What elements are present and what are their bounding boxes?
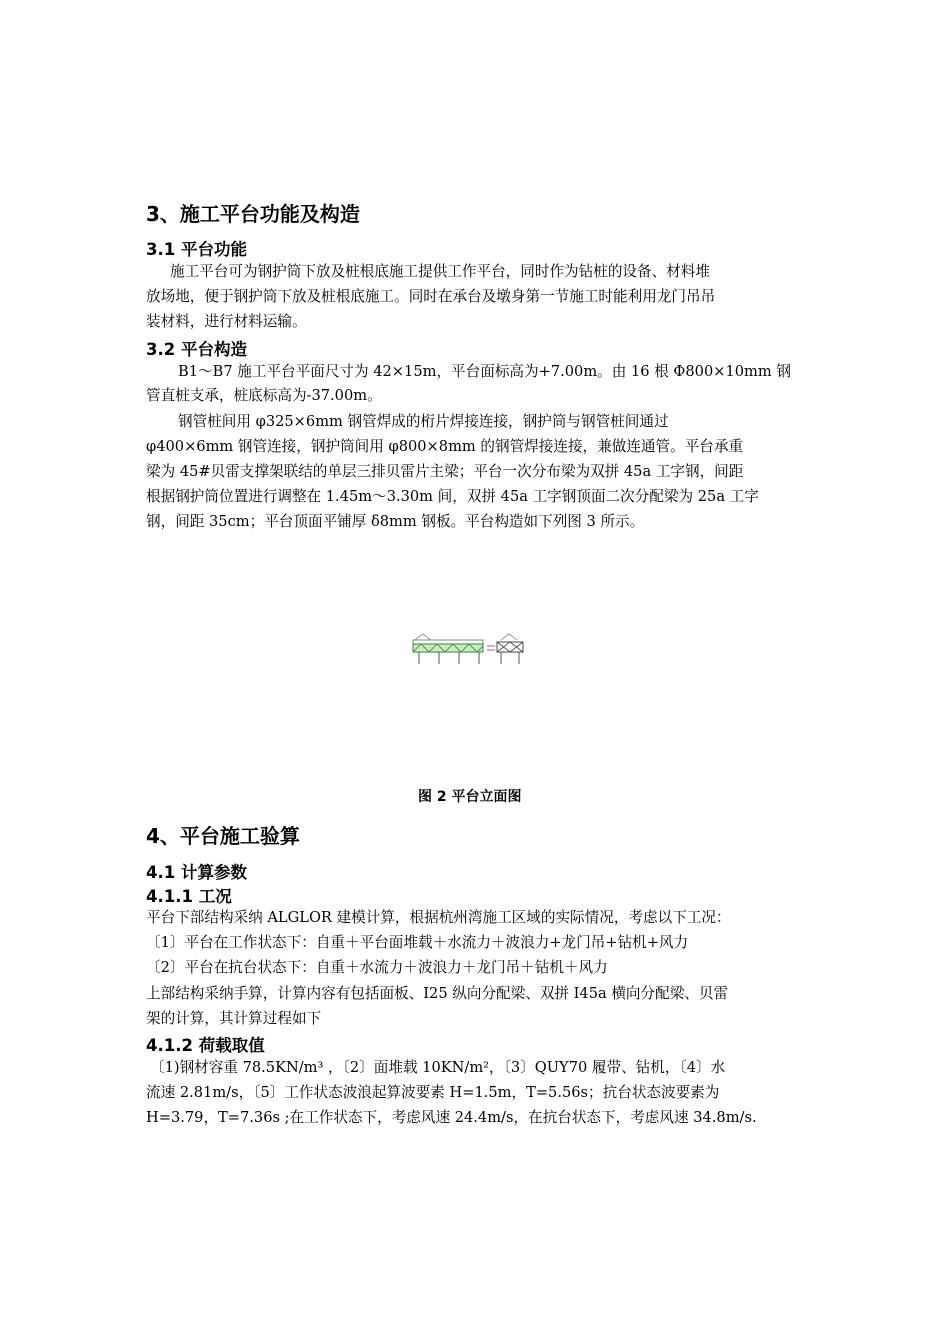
paragraph-line: 〔1〕平台在工作状态下：自重＋平台面堆载＋水流力＋波浪力+龙门吊+钻机+风力 — [146, 934, 689, 951]
paragraph-line: 平台下部结构采纳 ALGLOR 建模计算，根据杭州湾施工区域的实际情况，考虑以下工况： — [146, 909, 731, 926]
paragraph-line: 管直桩支承，桩底标高为-37.00m。 — [146, 387, 382, 404]
paragraph-line: H=3.79，T=7.36s ;在工作状态下，考虑风速 24.4m/s，在抗台状态下，考虑风速 34.8m/s. — [146, 1109, 757, 1126]
paragraph-line: 装材料，进行材料运输。 — [146, 313, 307, 330]
section-4-1-heading: 4.1 计算参数 — [146, 863, 247, 882]
figure-caption: 图 2 平台立面图 — [418, 789, 522, 805]
paragraph-line: 梁为 45#贝雷支撑架联结的单层三排贝雷片主梁；平台一次分布梁为双拼 45a 工字钢，间距 — [146, 463, 744, 480]
paragraph-line: φ400×6mm 钢管连接，钢护筒间用 φ800×8mm 的钢管焊接连接，兼做连通管。平台承重 — [146, 438, 744, 455]
paragraph-line: 上部结构采纳手算，计算内容有包括面板、I25 纵向分配梁、双拼 I45a 横向分配梁、贝雷 — [146, 985, 729, 1002]
section-4-heading: 4、平台施工验算 — [146, 824, 300, 848]
paragraph-line: 施工平台可为钢护筒下放及桩根底施工提供工作平台，同时作为钻桩的设备、材料堆 — [170, 263, 710, 280]
paragraph-line: 放场地，便于钢护筒下放及桩根底施工。同时在承台及墩身第一节施工时能利用龙门吊吊 — [146, 288, 716, 305]
section-4-1-1-heading: 4.1.1 工况 — [146, 887, 232, 906]
paragraph-line: 流速 2.81m/s，〔5〕工作状态波浪起算波要素 H=1.5m，T=5.56s；抗台状态波要素为 — [146, 1084, 720, 1101]
paragraph-line: 钢，间距 35cm；平台顶面平铺厚 δ8mm 钢板。平台构造如下列图 3 所示。 — [146, 513, 645, 530]
paragraph-line: 架的计算，其计算过程如下 — [146, 1010, 322, 1027]
section-3-2-heading: 3.2 平台构造 — [146, 340, 247, 359]
platform-elevation-figure — [409, 630, 527, 666]
paragraph-line: 〔2〕平台在抗台状态下：自重＋水流力＋波浪力＋龙门吊＋钻机＋风力 — [146, 959, 608, 976]
section-3-heading: 3、施工平台功能及构造 — [146, 202, 360, 226]
section-3-1-heading: 3.1 平台功能 — [146, 240, 247, 259]
paragraph-line: 钢管桩间用 φ325×6mm 钢管焊成的桁片焊接连接，钢护筒与钢管桩间通过 — [178, 413, 669, 430]
paragraph-line: 根据钢护筒位置进行调整在 1.45m～3.30m 间，双拼 45a 工字钢顶面二次分配梁为 25a 工字 — [146, 488, 759, 505]
paragraph-line: 〔1)钢材容重 78.5KN/m³ ，〔2〕面堆载 10KN/m²，〔3〕QUY70 履带、钻机，〔4〕水 — [150, 1059, 726, 1076]
paragraph-line: B1～B7 施工平台平面尺寸为 42×15m，平台面标高为+7.00m。由 16 根 Φ800×10mm 钢 — [178, 363, 791, 380]
section-4-1-2-heading: 4.1.2 荷载取值 — [146, 1036, 265, 1055]
